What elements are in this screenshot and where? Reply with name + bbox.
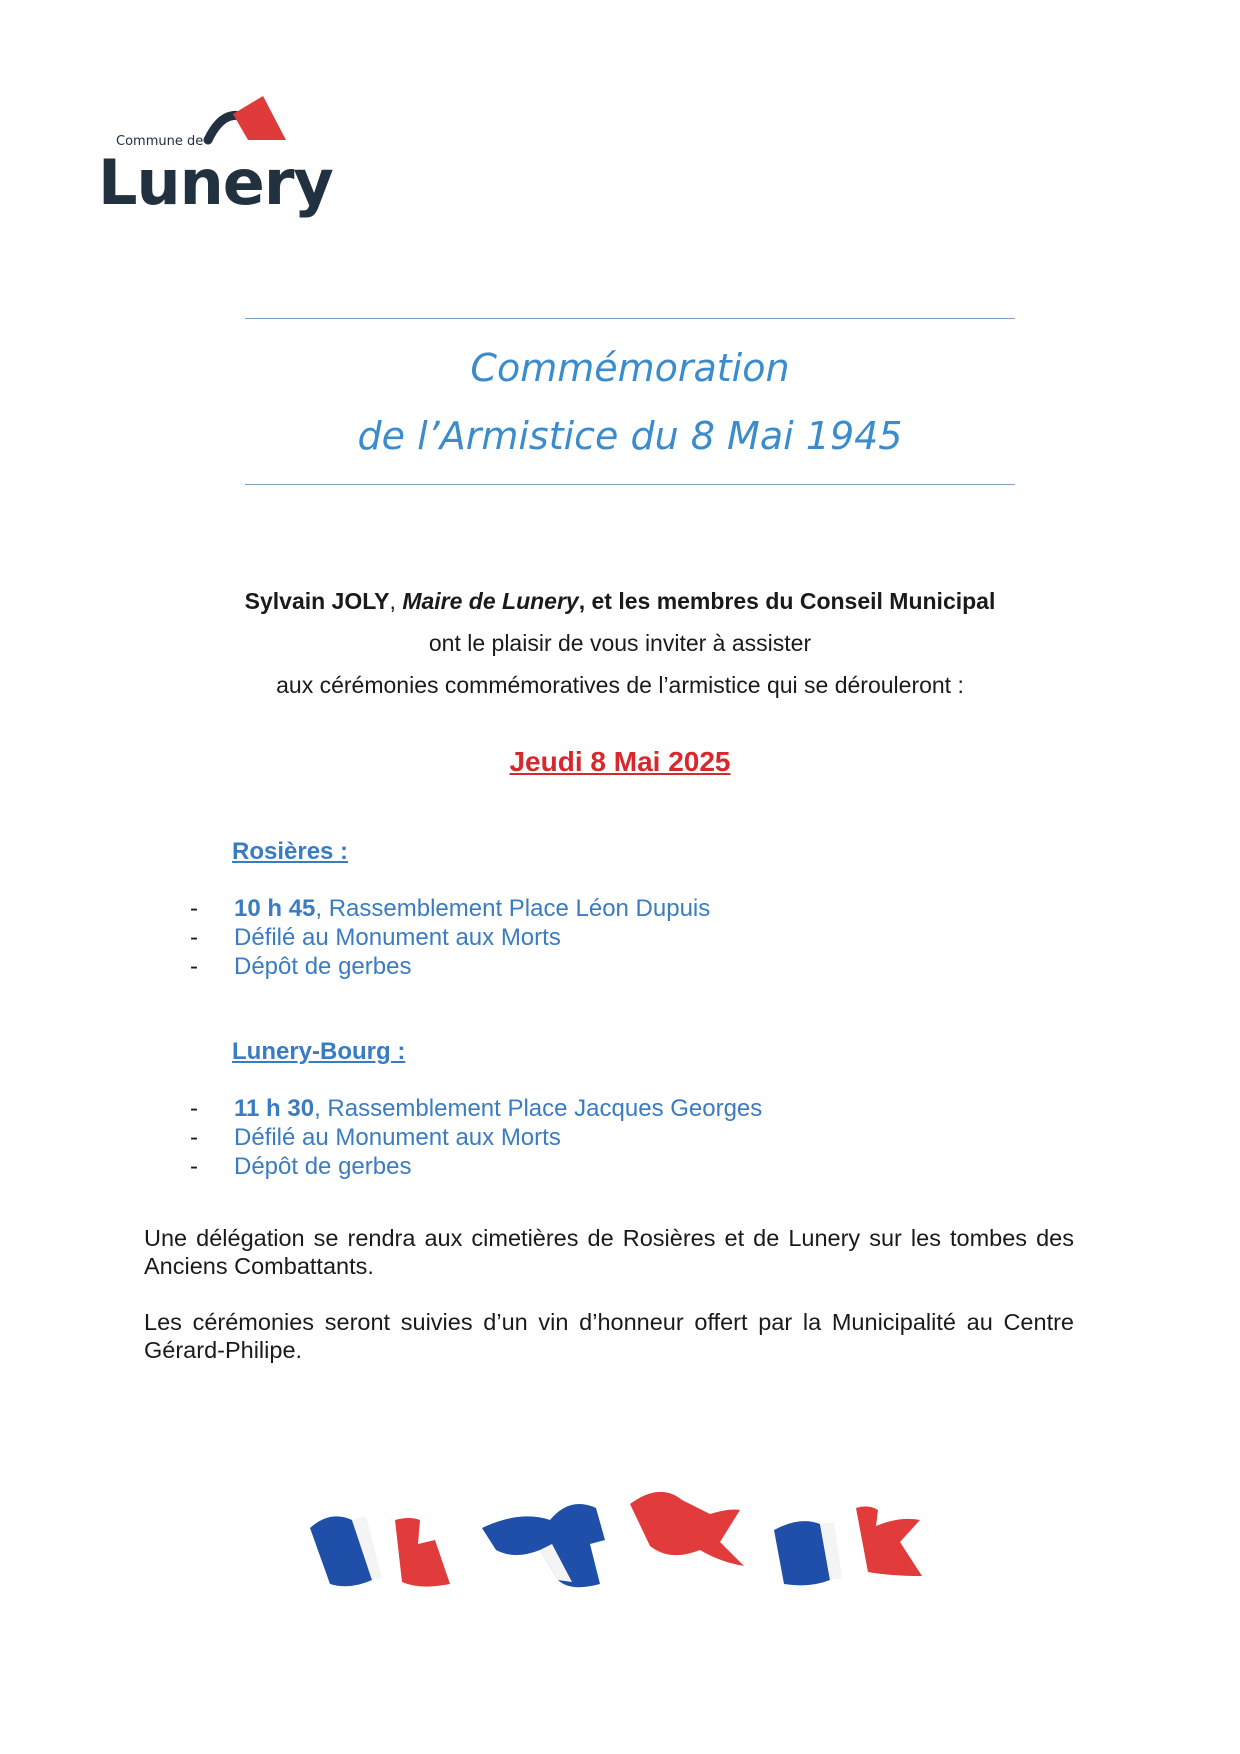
mayor-name: Sylvain JOLY	[244, 588, 390, 614]
intro-rest: , et les membres du Conseil Municipal	[578, 588, 996, 614]
logo-subtitle: Commune de	[116, 134, 204, 149]
commune-logo	[98, 94, 333, 219]
paragraph-vin-honneur: Les cérémonies seront suivies d’un vin d’honneur offert par la Municipalité au Centre Gérard-Philipe.	[144, 1309, 1074, 1363]
top-rule	[245, 318, 1015, 319]
list-item: - Dépôt de gerbes	[190, 953, 412, 980]
title-line-1: Commémoration	[470, 346, 790, 390]
schedule-list-lunery-bourg	[190, 1094, 762, 1181]
event-date: Jeudi 8 Mai 2025	[509, 746, 731, 777]
intro-line-1: Sylvain JOLY, Maire de Lunery, et les membres du Conseil Municipal	[244, 588, 996, 614]
list-item: - Dépôt de gerbes	[190, 1153, 412, 1180]
section-title-lunery-bourg: Lunery-Bourg :	[232, 1038, 406, 1065]
logo-name: Lunery	[98, 146, 333, 219]
list-item: - Défilé au Monument aux Morts	[190, 1124, 561, 1151]
flag-blue-2	[482, 1504, 605, 1587]
schedule-list-rosieres	[190, 894, 710, 981]
flag-red-1	[395, 1518, 450, 1587]
title-line-2: de l’Armistice du 8 Mai 1945	[357, 414, 903, 458]
list-item: - 11 h 30, Rassemblement Place Jacques Georges	[190, 1095, 763, 1122]
intro-line-3: aux cérémonies commémoratives de l’armistice qui se dérouleront :	[276, 672, 964, 698]
intro-line-2: ont le plaisir de vous inviter à assister	[428, 630, 812, 656]
bottom-rule	[245, 484, 1015, 485]
flag-red-2	[630, 1492, 744, 1566]
paragraph-delegation: Une délégation se rendra aux cimetières de Rosières et de Lunery sur les tombes des Anciens Combattants.	[144, 1225, 1074, 1279]
flags-illustration	[300, 1480, 980, 1610]
section-title-rosieres: Rosières :	[232, 838, 349, 865]
flag-red-3	[856, 1506, 922, 1576]
list-item: - 10 h 45, Rassemblement Place Léon Dupuis	[190, 895, 711, 922]
mayor-role: Maire de Lunery	[402, 588, 579, 614]
list-item: - Défilé au Monument aux Morts	[190, 924, 561, 951]
